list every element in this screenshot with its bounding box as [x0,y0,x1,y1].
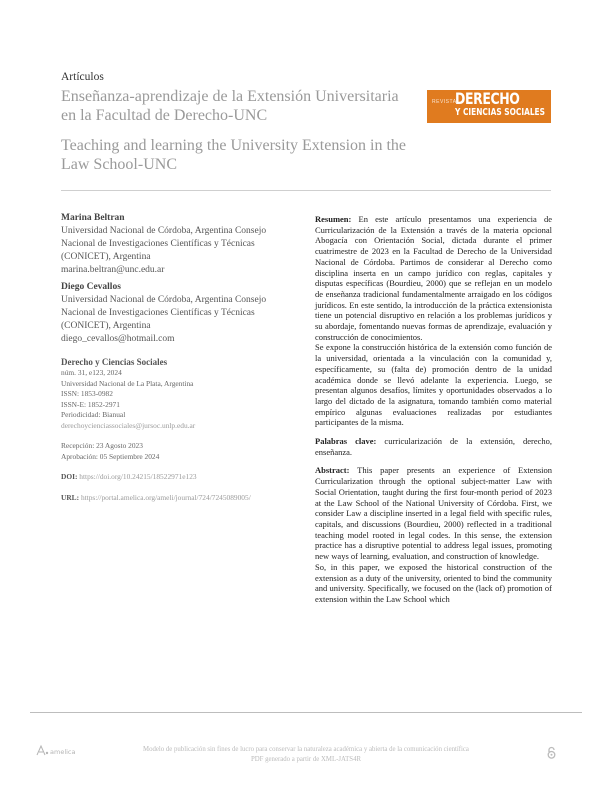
resumen-text-1: En este artículo presentamos una experiencia de Curricularización de la Extensión a través de la materia opcional Abogacía con Orientación Social, dictada durante el primer cuatrimestre de 2023 en la Facultad de Derecho de la Universidad Nacional de Córdoba. Partimos de considerar al Derecho como disciplina inserta en un campo jurídico con reglas, capitales y disputas específicas (Bourdieu, 2000) que se reflejan en un modelo de enseñanza tradicional fundamentalmente arraigado en los códigos jurídicos. En este sentido, la introducción de la práctica extensionista tiene un potencial disruptivo en relación a los problemas jurídicos y su abordaje, fomentando nuevas formas de aprendizaje, evaluación y construcción de conocimientos. [315,214,552,342]
approved-date: Aprobación: 05 Septiembre 2024 [61,451,160,461]
resumen-p1 [315,214,552,342]
journal-logo-big: DERECHO [455,90,520,108]
keywords-label: Palabras clave: [315,436,377,447]
footer-text [100,745,512,765]
abstract-column [315,214,552,605]
doi-line [61,472,301,483]
journal-info [61,356,301,431]
journal-issue: núm. 31, e123, 2024 [61,368,122,377]
author-2 [61,281,301,346]
author-name: Diego Cevallos [61,282,121,292]
journal-issn-e: ISSN-E: 1852-2971 [61,399,120,409]
journal-logo-small: REVISTA [432,99,457,105]
metadata-column [61,212,301,503]
journal-name: Derecho y Ciencias Sociales [61,357,168,367]
open-access-icon [545,746,558,759]
article-title-es: Enseñanza-aprendizaje de la Extensión Universitaria en la Facultad de Derecho-UNC [61,88,399,124]
doi-label: DOI: [61,472,78,481]
author-name: Marina Beltran [61,213,125,223]
abstract-p1 [315,465,552,561]
author-affiliation: Universidad Nacional de Córdoba, Argentina Consejo Nacional de Investigaciones Científicas y Técnicas (CONICET), Argentina [61,226,267,262]
journal-issn: ISSN: 1853-0982 [61,389,113,398]
resumen-label: Resumen: [315,214,352,224]
doi-link[interactable]: https://doi.org/10.24215/18522971e123 [79,472,197,481]
footer-line-2: PDF generado a partir de XML-JATS4R [250,756,362,763]
keywords [315,436,552,457]
article-title-en: Teaching and learning the University Extension in the Law School-UNC [61,137,407,173]
footer-line-1: Modelo de publicación sin fines de lucro para conservar la naturaleza académica y abierta de la comunicación científica [143,746,469,753]
keywords-text: curricularización de la extensión, derecho, enseñanza. [315,436,552,457]
author-affiliation: Universidad Nacional de Córdoba, Argentina Consejo Nacional de Investigaciones Científicas y Técnicas (CONICET), Argentina [61,295,267,331]
bottom-divider [30,712,582,713]
top-divider [61,190,551,191]
abstract-text-1: This paper presents an experience of Extension Curricularization through the optional subject-matter Law with Social Orientation, taught during the first four-month period of 2023 at the Law School of the National University of Córdoba. First, we consider Law a discipline inserted in a legal field with specific rules, capitals, and discussions (Bourdieu, 2000) reflected in a traditional teaching model rooted in legal codes. In this sense, the extension practice has a disruptive potential to address legal issues, promoting new ways of learning, evaluation, and construction of knowledge. [315,465,552,562]
journal-logo [427,90,551,123]
author-email[interactable]: diego_cevallos@hotmail.com [61,334,175,344]
amelica-logo [36,743,86,757]
amelica-logo-text: amelica [50,748,76,756]
amelica-logo-icon [36,743,86,757]
url-link[interactable]: https://portal.amelica.org/ameli/journal/724/7245089005/ [80,492,251,502]
author-email[interactable]: marina.beltran@unc.edu.ar [61,265,165,275]
received-date: Recepción: 23 Agosto 2023 [61,441,143,450]
author-1 [61,212,301,277]
journal-periodicity: Periodicidad: Bianual [61,410,126,419]
url-line [61,493,301,504]
section-label: Artículos [61,71,104,83]
abstract-label: Abstract: [315,465,350,476]
abstract-p2: So, in this paper, we exposed the historical construction of the extension as a duty of the university, oriented to bind the community and university. Specifically, we focused on the (lack of) promotion of extension within the Law School which [315,561,552,604]
url-label: URL: [61,492,80,502]
journal-logo-sub: Y CIENCIAS SOCIALES [455,107,545,118]
journal-publisher: Universidad Nacional de La Plata, Argentina [61,378,194,388]
journal-email[interactable]: derechoycienciassociales@jursoc.unlp.edu.ar [61,420,196,430]
resumen-p2: Se expone la construcción histórica de la extensión como función de la universidad, orientada a la vinculación con la comunidad y, específicamente, su (falta de) promoción dentro de la unidad académica donde se llevó adelante la experiencia. Luego, se presentan algunos desafíos, límites y oportunidades observados a lo largo del dictado de la asignatura, tomando también como material empírico algunas evaluaciones realizadas por estudiantes participantes de la misma. [315,342,552,428]
